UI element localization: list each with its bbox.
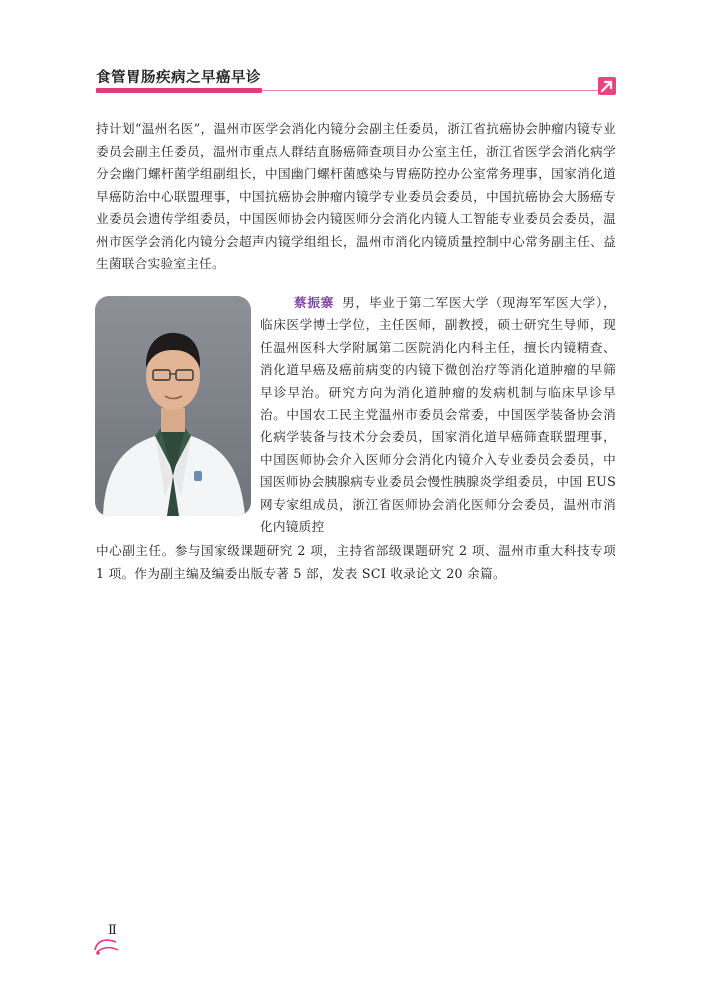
page-number: Ⅱ xyxy=(108,923,117,938)
body-paragraph-3: 中心副主任。参与国家级课题研究 2 项，主持省部级课题研究 2 项、温州市重大科技专项 1 项。作为副主编及编委出版专著 5 部，发表 SCI 收录论文 20 余篇。 xyxy=(96,543,616,581)
header-accent-bar xyxy=(96,88,262,93)
portrait-photo xyxy=(95,296,251,516)
body-paragraph-1: 持计划“温州名医”，温州市医学会消化内镜分会副主任委员，浙江省抗癌协会肿瘤内镜专业委员会副主任委员，温州市重点人群结直肠癌筛查项目办公室主任，浙江省医学会消化病学分会幽门螺杆菌学组副组长，中国幽门螺杆菌感染与胃癌防控办公室常务理事，国家消化道早癌防治中心联盟理事，中国抗癌协会肿瘤内镜学专业委员会委员，中国抗癌协会大肠癌专业委员会遗传学组委员，中国医师协会内镜医师分会消化内镜人工智能专业委员会委员，温州市医学会消化内镜分会超声内镜学组组长，温州市消化内镜质量控制中心常务副主任、益生菌联合实验室主任。 xyxy=(96,121,616,271)
arrow-up-right-icon xyxy=(598,77,616,95)
page-corner-ornament-icon xyxy=(92,930,122,960)
running-header-title: 食管胃肠疾病之早癌早诊 xyxy=(96,70,261,86)
bio-paragraph xyxy=(260,292,616,538)
person-name: 蔡振寨 xyxy=(294,295,335,310)
bio-text: 男，毕业于第二军医大学（现海军军医大学），临床医学博士学位，主任医师，副教授，硕士研究生导师，现任温州医科大学附属第二医院消化内科主任，擅长内镜精查、消化道早癌及癌前病变的内镜下微创治疗等消化道肿瘤的早筛早诊早治。研究方向为消化道肿瘤的发病机制与临床早诊早治。中国农工民主党温州市委员会常委，中国医学装备协会消化病学装备与技术分会委员，国家消化道早癌筛查联盟理事，中国医师协会介入医师分会消化内镜介入专业委员会委员，中国医师协会胰腺病专业委员会慢性胰腺炎学组委员，中国 EUS 网专家组成员，浙江省医师协会消化医师分会委员，温州市消化内镜质控 xyxy=(260,295,617,535)
